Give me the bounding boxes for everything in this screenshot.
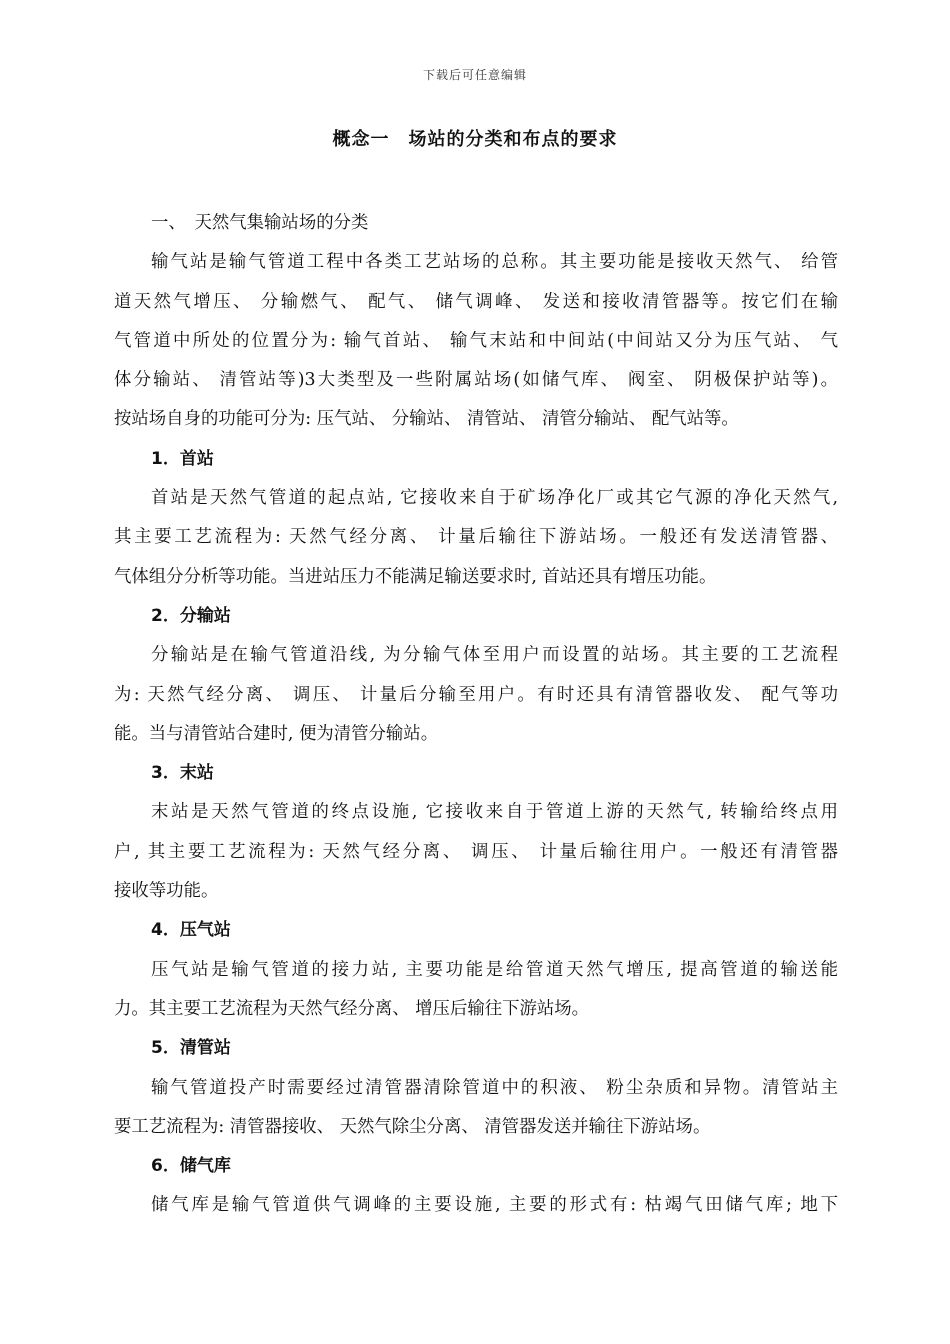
paragraph-line: 力。其主要工艺流程为天然气经分离、 增压后输往下游站场。 <box>114 998 590 1019</box>
paragraph-line: 首站是天然气管道的起点站, 它接收来自于矿场净化厂或其它气源的净化天然气, <box>151 488 838 509</box>
paragraph-line: 输气管道投产时需要经过清管器清除管道中的积液、 粉尘杂质和异物。清管站主 <box>151 1077 838 1098</box>
paragraph-line: 为: 天然气经分离、 调压、 计量后分输至用户。有时还具有清管器收发、 配气等功 <box>114 684 838 705</box>
paragraph-line: 储气库是输气管道供气调峰的主要设施, 主要的形式有: 枯竭气田储气库; 地下 <box>151 1195 838 1216</box>
intro-line: 体分输站、 清管站等)3大类型及一些附属站场(如储气库、 阀室、 阴极保护站等)。 <box>114 370 838 391</box>
paragraph-line: 能。当与清管站合建时, 便为清管分输站。 <box>114 723 439 744</box>
section-heading: 一、 天然气集输站场的分类 <box>151 213 369 233</box>
paragraph-line: 要工艺流程为: 清管器接收、 天然气除尘分离、 清管器发送并输往下游站场。 <box>114 1116 711 1137</box>
subsection-heading: 3．末站 <box>151 763 214 784</box>
paragraph-line: 其主要工艺流程为: 天然气经分离、 计量后输往下游站场。一般还有发送清管器、 <box>114 527 838 548</box>
intro-line: 按站场自身的功能可分为: 压气站、 分输站、 清管站、 清管分输站、 配气站等。 <box>114 409 739 430</box>
paragraph-line: 户, 其主要工艺流程为: 天然气经分离、 调压、 计量后输往用户。一般还有清管器 <box>114 841 838 862</box>
paragraph-line: 接收等功能。 <box>114 881 219 902</box>
paragraph-line: 末站是天然气管道的终点设施, 它接收来自于管道上游的天然气, 转输给终点用 <box>151 802 838 823</box>
subsection-heading: 6．储气库 <box>151 1156 231 1177</box>
intro-line: 气管道中所处的位置分为: 输气首站、 输气末站和中间站(中间站又分为压气站、 气 <box>114 330 838 351</box>
paragraph-line: 气体组分分析等功能。当进站压力不能满足输送要求时, 首站还具有增压功能。 <box>114 566 717 587</box>
subsection-heading: 5．清管站 <box>151 1038 231 1059</box>
intro-line: 道天然气增压、 分输燃气、 配气、 储气调峰、 发送和接收清管器等。按它们在输 <box>114 291 838 312</box>
subsection-heading: 4．压气站 <box>151 920 231 941</box>
paragraph-line: 分输站是在输气管道沿线, 为分输气体至用户而设置的站场。其主要的工艺流程 <box>151 645 838 666</box>
paragraph-line: 压气站是输气管道的接力站, 主要功能是给管道天然气增压, 提高管道的输送能 <box>151 959 838 980</box>
document-title: 概念一 场站的分类和布点的要求 <box>332 129 618 150</box>
subsection-heading: 2．分输站 <box>151 605 231 626</box>
intro-line: 输气站是输气管道工程中各类工艺站场的总称。其主要功能是接收天然气、 给管 <box>151 252 838 273</box>
subsection-heading: 1．首站 <box>151 448 214 469</box>
document-body <box>114 204 838 1226</box>
header-note: 下载后可任意编辑 <box>422 68 527 82</box>
